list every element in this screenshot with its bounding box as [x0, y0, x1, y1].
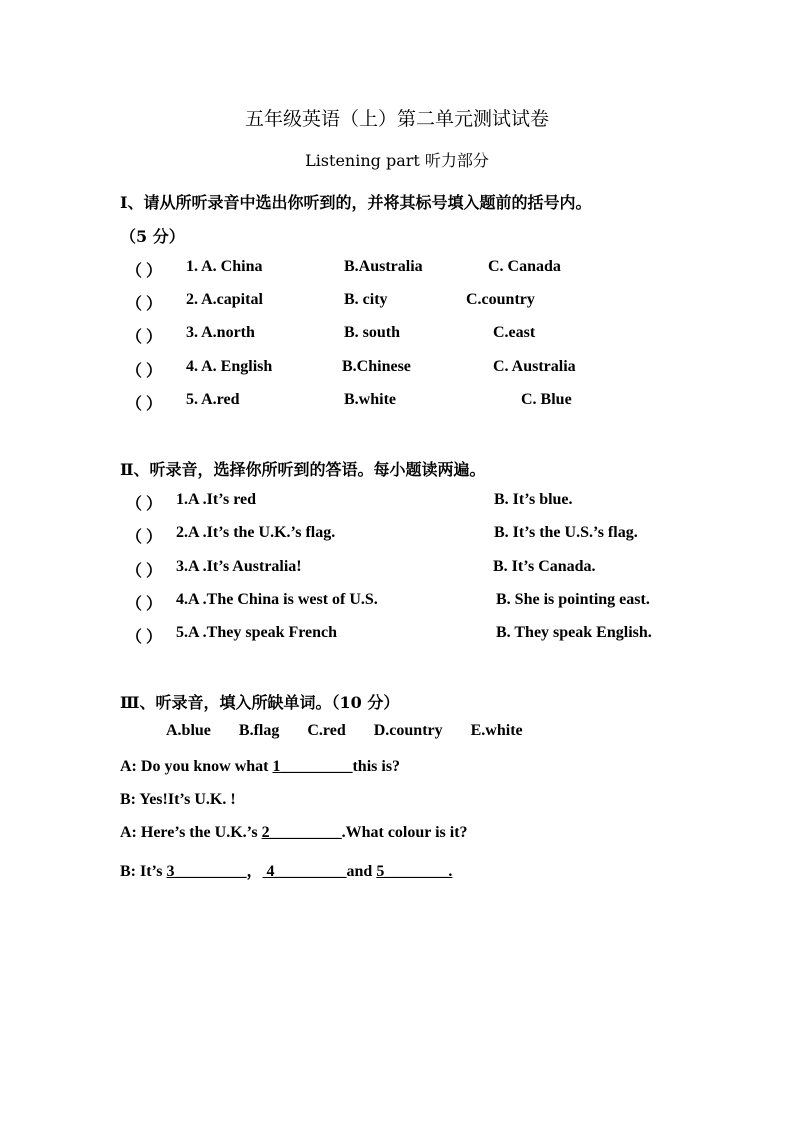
fill-blank: 2_________	[261, 824, 342, 841]
option-a: 3.A .It’s Australia!	[176, 558, 302, 575]
answer-blank: （ ）	[126, 296, 163, 313]
option-c: C. Canada	[488, 258, 561, 275]
fill-blank: 4_________	[262, 863, 347, 880]
option-a: 1. A. China	[186, 258, 263, 275]
dialogue-line	[120, 758, 400, 776]
dialogue-text: ，	[246, 863, 263, 880]
dialogue-text: and	[346, 863, 377, 880]
dialogue-text: A: Here’s the U.K.’s	[120, 824, 262, 841]
option-b: B.Chinese	[342, 358, 411, 375]
word-option: E.white	[470, 722, 523, 739]
option-a: 3. A.north	[186, 324, 255, 341]
option-a: 4. A. English	[186, 358, 273, 375]
page-subtitle: Listening part 听力部分	[305, 151, 489, 170]
option-a: 5.A .They speak French	[176, 624, 338, 641]
option-a: 2. A.capital	[186, 291, 263, 308]
section1-row	[126, 391, 726, 417]
answer-blank: （ ）	[126, 563, 163, 580]
word-option: D.country	[373, 722, 443, 739]
dialogue-text: this is?	[352, 758, 401, 775]
answer-blank: （ ）	[126, 263, 163, 280]
option-b: B.Australia	[344, 258, 423, 275]
option-c: C. Blue	[521, 391, 572, 408]
section2-row	[126, 558, 726, 584]
fill-blank: 3_________	[166, 863, 247, 880]
option-a: 1.A .It’s red	[176, 491, 256, 508]
section1-row	[126, 291, 726, 317]
section2-row	[126, 591, 726, 617]
option-c: C.country	[466, 291, 535, 308]
answer-blank: （ ）	[126, 596, 163, 613]
answer-blank: （ ）	[126, 629, 163, 646]
section1-row	[126, 358, 726, 384]
section3-heading: Ⅲ、听录音，填入所缺单词。（10 分）	[120, 693, 400, 712]
answer-blank: （ ）	[126, 529, 163, 546]
section1-row	[126, 324, 726, 350]
answer-blank: （ ）	[126, 329, 163, 346]
option-b: B. It’s Canada.	[493, 558, 596, 575]
section2-row	[126, 624, 726, 650]
dialogue-text: .What colour is it?	[341, 824, 468, 841]
option-b: B. It’s the U.S.’s flag.	[494, 524, 638, 541]
section2-row	[126, 491, 726, 517]
section1-heading: Ⅰ、请从所听录音中选出你听到的，并将其标号填入题前的括号内。	[120, 193, 592, 212]
option-b: B. south	[344, 324, 401, 341]
option-a: 2.A .It’s the U.K.’s flag.	[176, 524, 336, 541]
dialogue-line: B: Yes!It’s U.K. !	[120, 791, 236, 808]
option-a: 4.A .The China is west of U.S.	[176, 591, 378, 608]
dialogue-line	[120, 858, 452, 881]
option-b: B. It’s blue.	[494, 491, 573, 508]
section1-row	[126, 258, 726, 284]
dialogue-line	[120, 824, 468, 842]
option-c: C.east	[493, 324, 536, 341]
answer-blank: （ ）	[126, 496, 163, 513]
option-b: B. She is pointing east.	[496, 591, 650, 608]
fill-blank: 1_________	[272, 758, 353, 775]
section2-row	[126, 524, 726, 550]
page-title: 五年级英语（上）第二单元测试试卷	[244, 108, 549, 130]
option-b: B.white	[344, 391, 396, 408]
answer-blank: （ ）	[126, 396, 163, 413]
fill-blank: 5________.	[376, 863, 453, 880]
dialogue-text: B: It’s	[120, 863, 167, 880]
word-option: A.blue	[166, 722, 211, 739]
answer-blank: （ ）	[126, 363, 163, 380]
section2-heading: Ⅱ、听录音，选择你所听到的答语。每小题读两遍。	[120, 460, 486, 479]
section1-score: （5 分）	[120, 227, 185, 246]
option-a: 5. A.red	[186, 391, 240, 408]
word-option: B.flag	[238, 722, 280, 739]
word-option: C.red	[307, 722, 346, 739]
dialogue-text: A: Do you know what	[120, 758, 273, 775]
option-b: B. They speak English.	[496, 624, 652, 641]
option-b: B. city	[344, 291, 388, 308]
word-bank	[166, 722, 547, 740]
option-c: C. Australia	[493, 358, 576, 375]
